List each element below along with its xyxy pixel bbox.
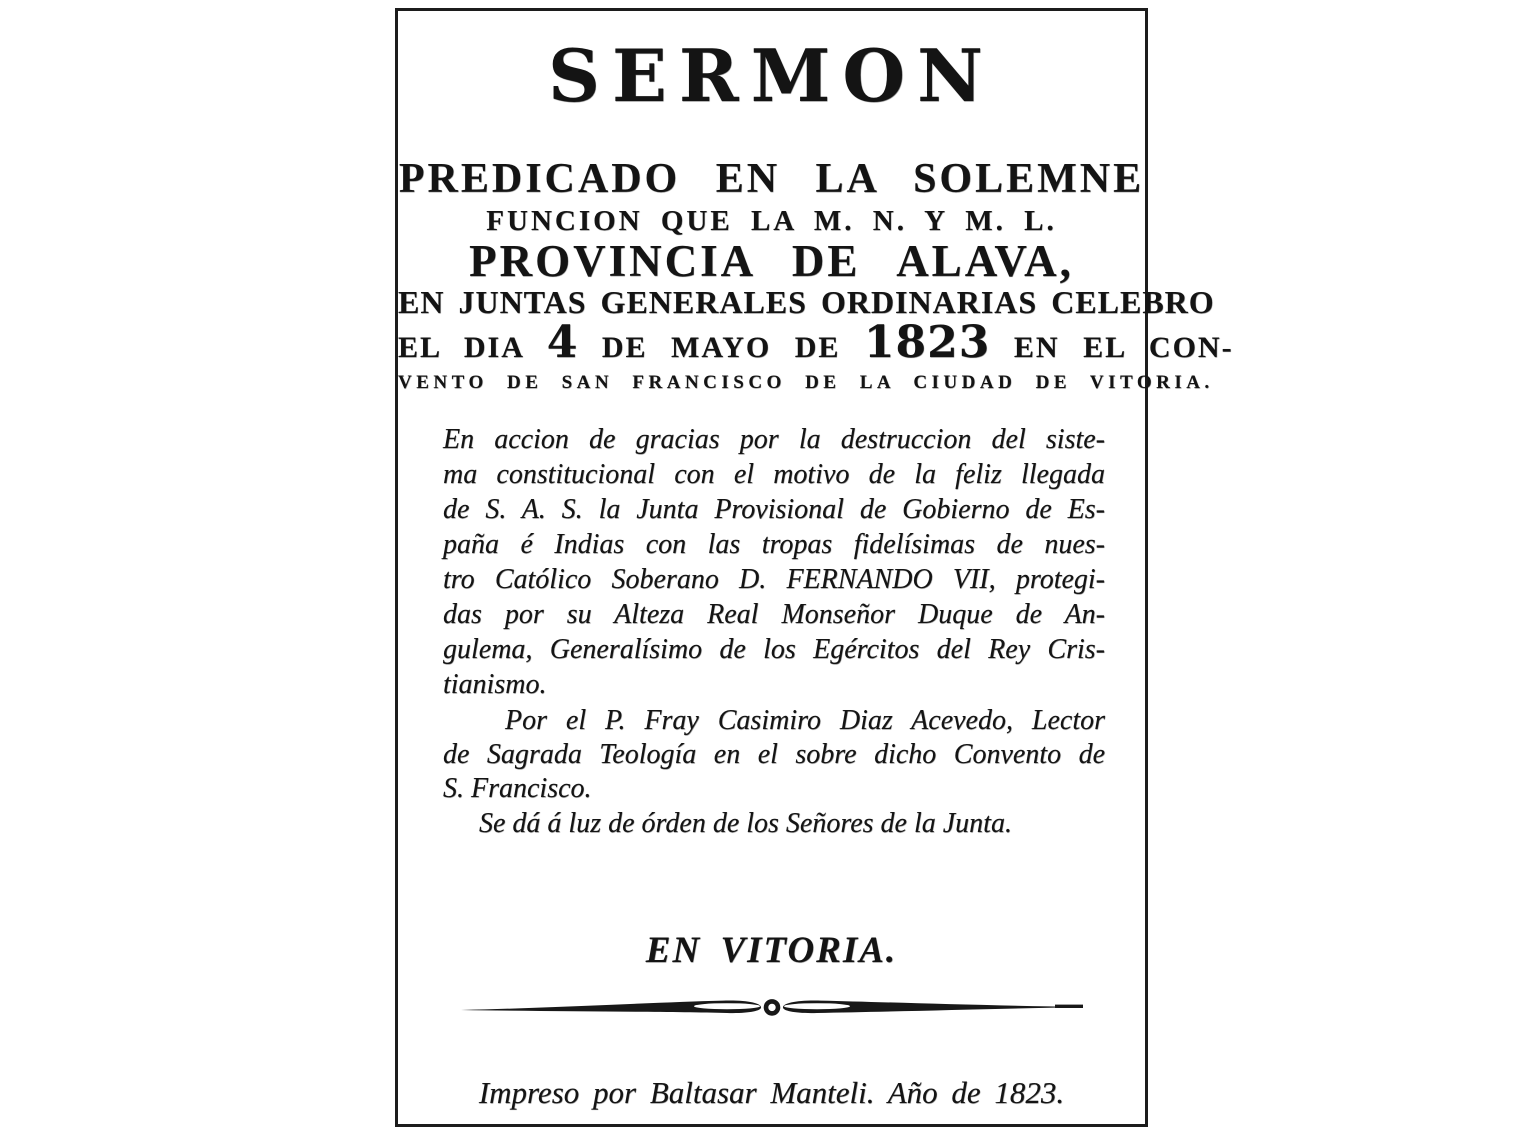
date-post-text: EN EL CON- bbox=[1013, 331, 1234, 364]
author-line: de Sagrada Teología en el sobre dicho Convento de bbox=[443, 739, 1105, 770]
order-line: Se dá á luz de órden de los Señores de la Junta. bbox=[479, 808, 1012, 839]
dedication-line: tro Católico Soberano D. FERNANDO VII, protegi- bbox=[443, 564, 1105, 595]
place-line: EN VITORIA. bbox=[645, 930, 898, 971]
heading-line-juntas: EN JUNTAS GENERALES ORDINARIAS CELEBRO bbox=[398, 284, 1215, 320]
title-page-frame bbox=[395, 8, 1234, 1127]
date-mid-text: DE MAYO DE bbox=[601, 331, 841, 364]
imprint-line: Impreso por Baltasar Manteli. Año de 1823. bbox=[478, 1075, 1065, 1110]
divider-ornament bbox=[457, 995, 1087, 1021]
dedication-line: tianismo. bbox=[443, 669, 547, 700]
date-pre-text: EL DIA bbox=[398, 331, 524, 364]
page-title: SERMON bbox=[548, 33, 995, 118]
date-year-numeral: 1823 bbox=[863, 317, 991, 368]
heading-line-provincia: PROVINCIA DE ALAVA, bbox=[469, 236, 1074, 286]
author-paragraph bbox=[443, 704, 1105, 806]
dedication-line: ma constitucional con el motivo de la feliz llegada bbox=[443, 459, 1105, 490]
author-line: S. Francisco. bbox=[443, 773, 592, 804]
dedication-line: paña é Indias con las tropas fidelísimas de nues- bbox=[443, 529, 1105, 560]
dedication-line: En accion de gracias por la destruccion del siste- bbox=[443, 424, 1105, 455]
heading-line-funcion: FUNCION QUE LA M. N. Y M. L. bbox=[486, 205, 1057, 237]
dedication-line: das por su Alteza Real Monseñor Duque de An- bbox=[443, 599, 1105, 630]
heading-line-date bbox=[398, 317, 1234, 369]
heading-line-vento: VENTO DE SAN FRANCISCO DE LA CIUDAD DE VITORIA. bbox=[398, 372, 1214, 393]
dedication-line: de S. A. S. la Junta Provisional de Gobierno de Es- bbox=[443, 494, 1105, 525]
dedication-line: gulema, Generalísimo de los Egércitos del Rey Cris- bbox=[443, 634, 1105, 665]
author-line: Por el P. Fray Casimiro Diaz Acevedo, Lector bbox=[505, 705, 1105, 736]
date-day-numeral: 4 bbox=[546, 317, 579, 368]
heading-line-predicado: PREDICADO EN LA SOLEMNE bbox=[398, 156, 1145, 202]
dedication-paragraph bbox=[443, 422, 1105, 702]
